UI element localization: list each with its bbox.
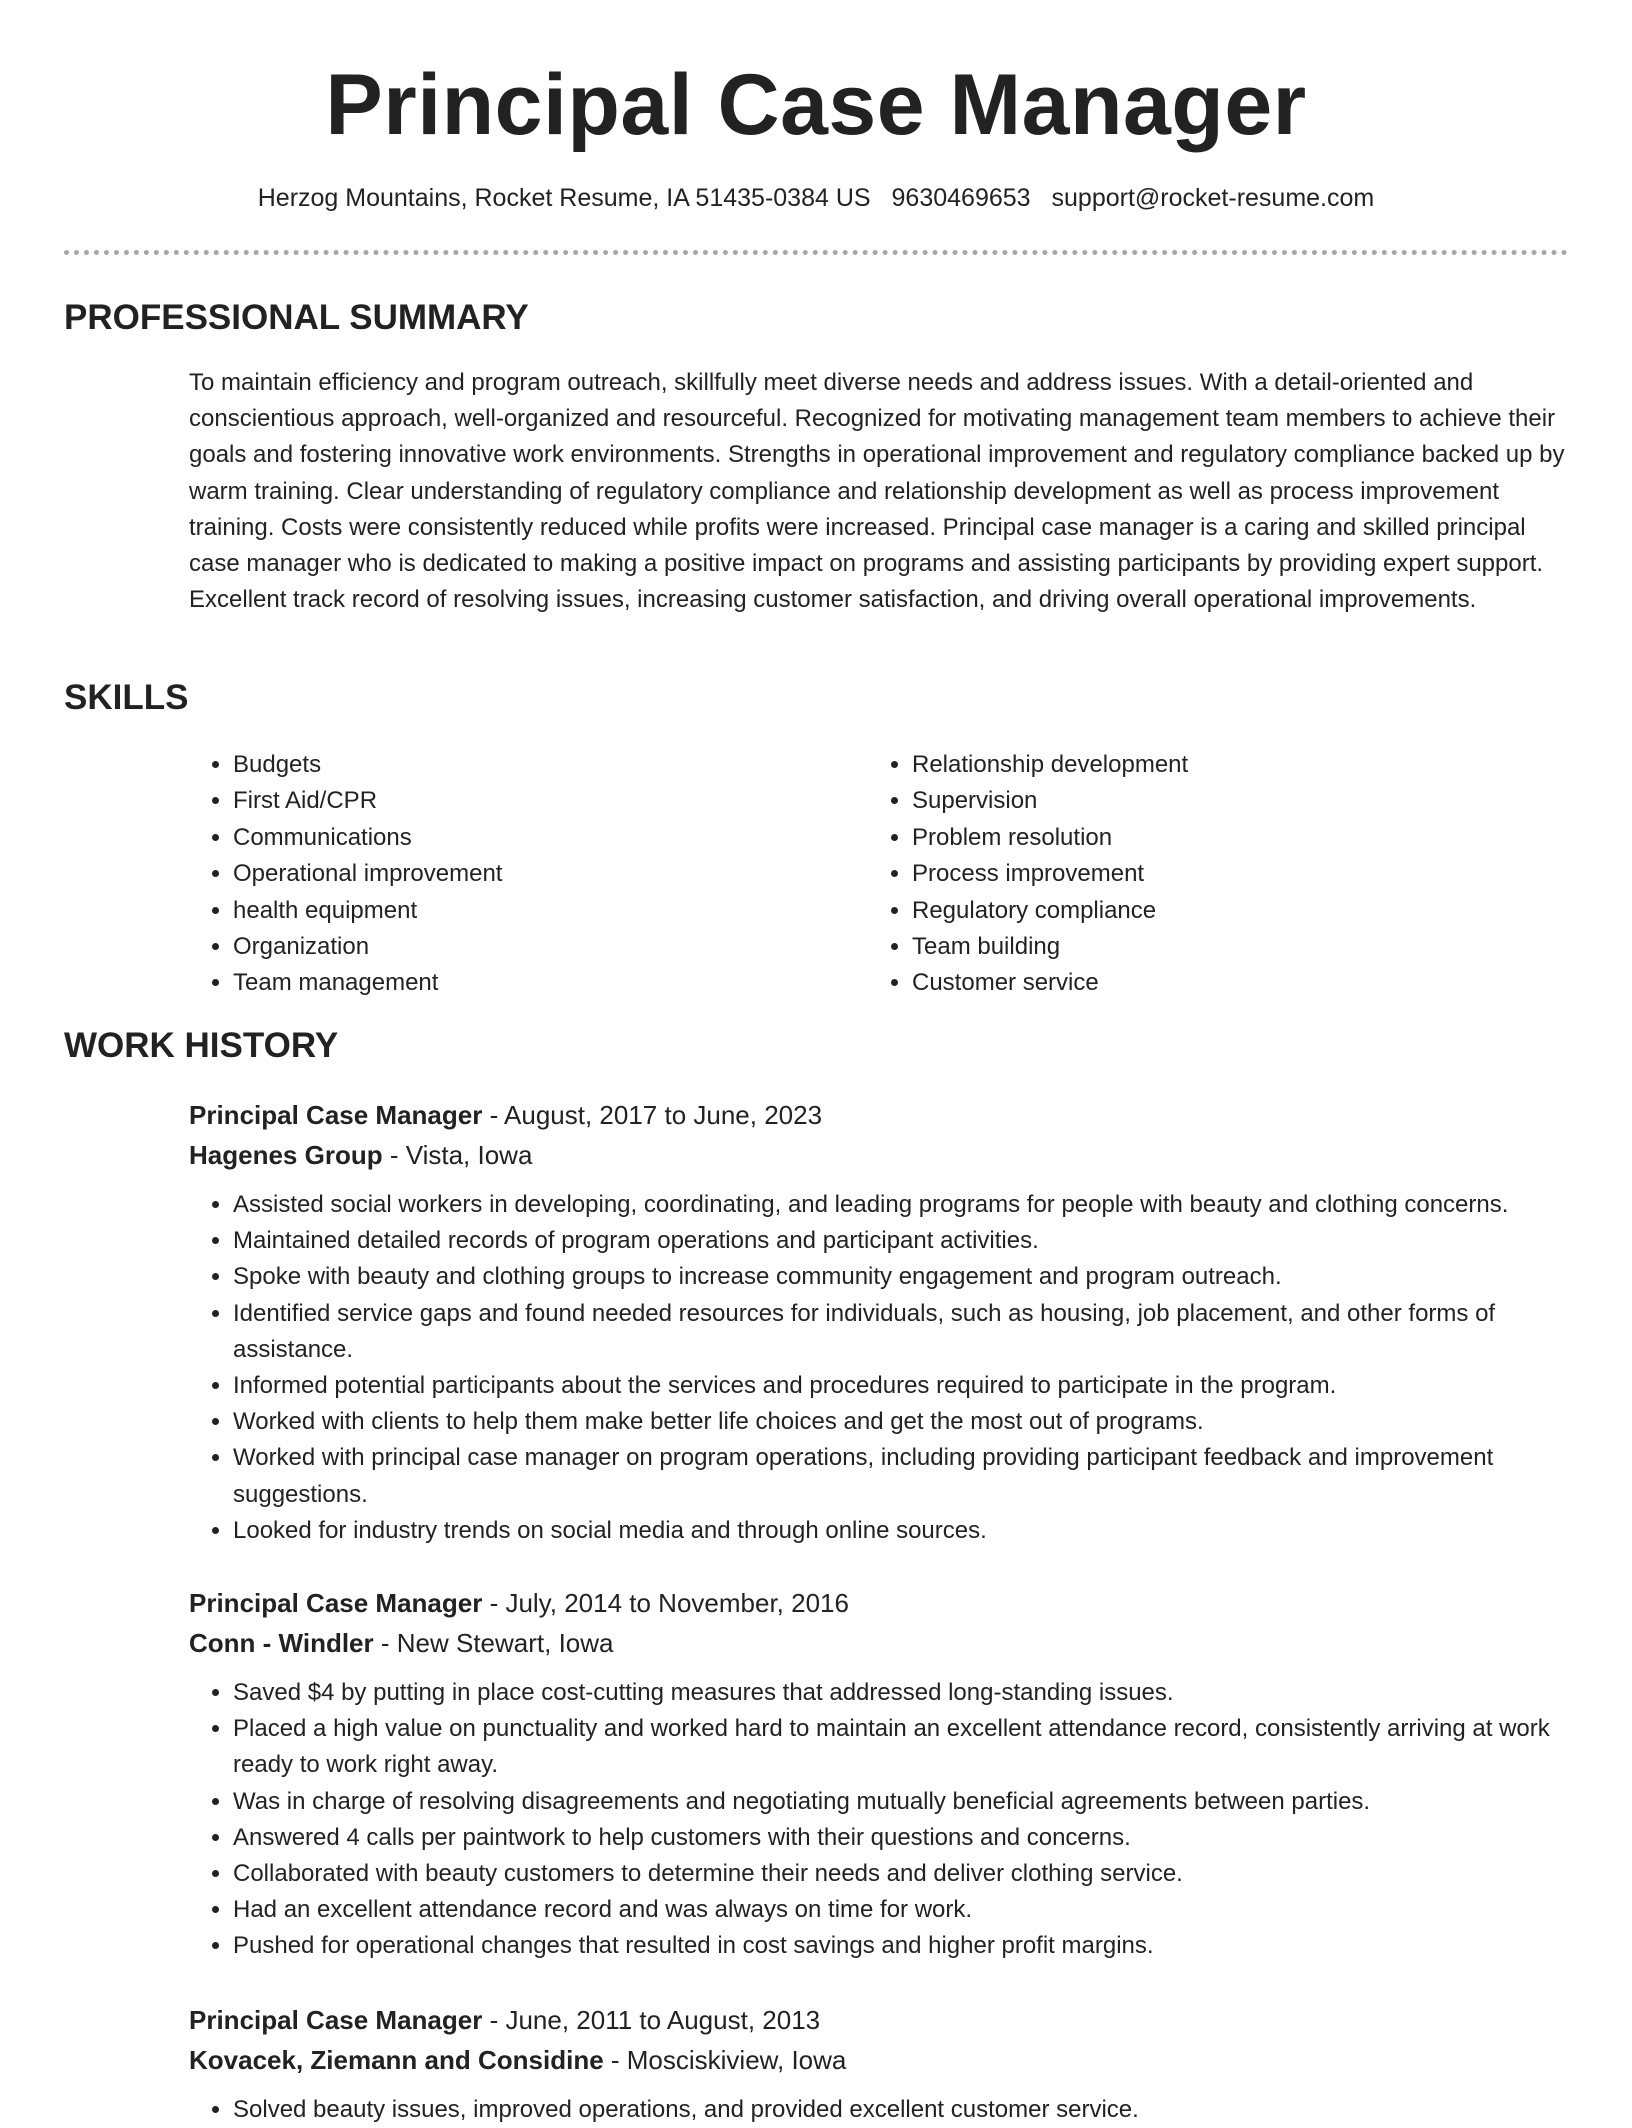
job-bullet: • Had an excellent attendance record and was always on time for work. xyxy=(233,1892,1579,1928)
job-bullet: • Solved beauty issues, improved operations, and provided excellent customer service. xyxy=(233,2092,1579,2128)
job-company: Kovacek, Ziemann and Considine xyxy=(189,2045,604,2075)
job-bullet: • Saved $4 by putting in place cost-cutting measures that addressed long-standing issues. xyxy=(233,1675,1579,1711)
work-entry xyxy=(189,1095,1579,1549)
header-divider xyxy=(64,250,1568,255)
summary-text: To maintain efficiency and program outreach, skillfully meet diverse needs and address issues. With a detail-oriented and conscientious approach, well-organized and resourceful. Recognized for motivating management team members to achieve their goals and fostering innovative work environments. Strengths in operational improvement and regulatory compliance backed up by warm training. Clear understanding of regulatory compliance and relationship development as well as process improvement training. Costs were consistently reduced while profits were increased. Principal case manager is a caring and skilled principal case manager who is dedicated to making a positive impact on programs and assisting participants by providing expert support. Excellent track record of resolving issues, increasing customer satisfaction, and driving overall operational improvements. xyxy=(189,369,1565,614)
job-company-line xyxy=(189,2040,1579,2080)
job-location: - Vista, Iowa xyxy=(382,1140,533,1170)
skill-item: • Supervision xyxy=(912,783,1592,819)
job-company-line xyxy=(189,1135,1579,1175)
skills-list-right xyxy=(868,747,1592,1002)
job-bullet: • Identified service gaps and found needed resources for individuals, such as housing, job placement, and other forms of assistance. xyxy=(233,1296,1579,1368)
skill-item: • Operational improvement xyxy=(233,856,853,892)
job-company: Hagenes Group xyxy=(189,1140,383,1170)
skill-item: • Customer service xyxy=(912,965,1592,1001)
skill-item: • Organization xyxy=(233,929,853,965)
resume-name: Principal Case Manager xyxy=(325,57,1307,153)
work-entry xyxy=(189,1583,1579,1965)
job-bullet: • Informed potential participants about the services and procedures required to participate in the program. xyxy=(233,1368,1579,1404)
job-dates: - July, 2014 to November, 2016 xyxy=(482,1588,849,1618)
job-bullet: • Answered 4 calls per paintwork to help customers with their questions and concerns. xyxy=(233,1820,1579,1856)
skill-item: • Regulatory compliance xyxy=(912,893,1592,929)
job-bullet: • Placed a high value on punctuality and worked hard to maintain an excellent attendance record, consistently arriving at work ready to work right away. xyxy=(233,1711,1579,1783)
job-bullet: • Collaborated with beauty customers to determine their needs and deliver clothing service. xyxy=(233,1856,1579,1892)
job-company-line xyxy=(189,1623,1579,1663)
job-company: Conn - Windler xyxy=(189,1628,374,1658)
skill-item: • Process improvement xyxy=(912,856,1592,892)
contact-address: Herzog Mountains, Rocket Resume, IA 51435-0384 US xyxy=(257,184,871,212)
skills-list-left xyxy=(189,747,853,1002)
job-bullet: • Maintained detailed records of program operations and participant activities. xyxy=(233,1223,1579,1259)
skill-item: • Communications xyxy=(233,820,853,856)
skill-item: • Team building xyxy=(912,929,1592,965)
skill-item: • First Aid/CPR xyxy=(233,783,853,819)
contact-email: support@rocket-resume.com xyxy=(1051,184,1375,212)
skill-item: • Problem resolution xyxy=(912,820,1592,856)
job-title-line xyxy=(189,2000,1579,2040)
job-bullets xyxy=(189,1187,1579,1549)
job-bullet: • Worked with principal case manager on program operations, including providing participant feedback and improvement suggestions. xyxy=(233,1440,1579,1512)
job-dates: - August, 2017 to June, 2023 xyxy=(482,1100,823,1130)
job-role: Principal Case Manager xyxy=(189,1588,483,1618)
job-bullet: • Was in charge of resolving disagreements and negotiating mutually beneficial agreements between parties. xyxy=(233,1784,1579,1820)
job-title-line xyxy=(189,1583,1579,1623)
job-bullet: • Worked with clients to help them make better life choices and get the most out of programs. xyxy=(233,1404,1579,1440)
job-bullet: • Assisted social workers in developing, coordinating, and leading programs for people with beauty and clothing concerns. xyxy=(233,1187,1579,1223)
job-bullets xyxy=(189,1675,1579,1965)
job-bullet: • Looked for industry trends on social media and through online sources. xyxy=(233,1513,1579,1549)
skills-heading: SKILLS xyxy=(64,678,189,717)
skill-item: • Budgets xyxy=(233,747,853,783)
skill-item: • health equipment xyxy=(233,893,853,929)
job-bullet: • Spoke with beauty and clothing groups to increase community engagement and program outreach. xyxy=(233,1259,1579,1295)
job-location: - Mosciskiview, Iowa xyxy=(603,2045,847,2075)
job-role: Principal Case Manager xyxy=(189,1100,483,1130)
contact-phone: 9630469653 xyxy=(891,184,1031,212)
job-bullet: • Pushed for operational changes that resulted in cost savings and higher profit margins. xyxy=(233,1928,1579,1964)
skill-item: • Team management xyxy=(233,965,853,1001)
job-title-line xyxy=(189,1095,1579,1135)
job-dates: - June, 2011 to August, 2013 xyxy=(482,2005,821,2035)
contact-line xyxy=(0,178,1632,218)
job-role: Principal Case Manager xyxy=(189,2005,483,2035)
summary-heading: PROFESSIONAL SUMMARY xyxy=(64,298,529,337)
work-entry xyxy=(189,2000,1579,2128)
job-bullets xyxy=(189,2092,1579,2128)
job-location: - New Stewart, Iowa xyxy=(373,1628,614,1658)
work-history-heading: WORK HISTORY xyxy=(64,1026,339,1065)
skill-item: • Relationship development xyxy=(912,747,1592,783)
